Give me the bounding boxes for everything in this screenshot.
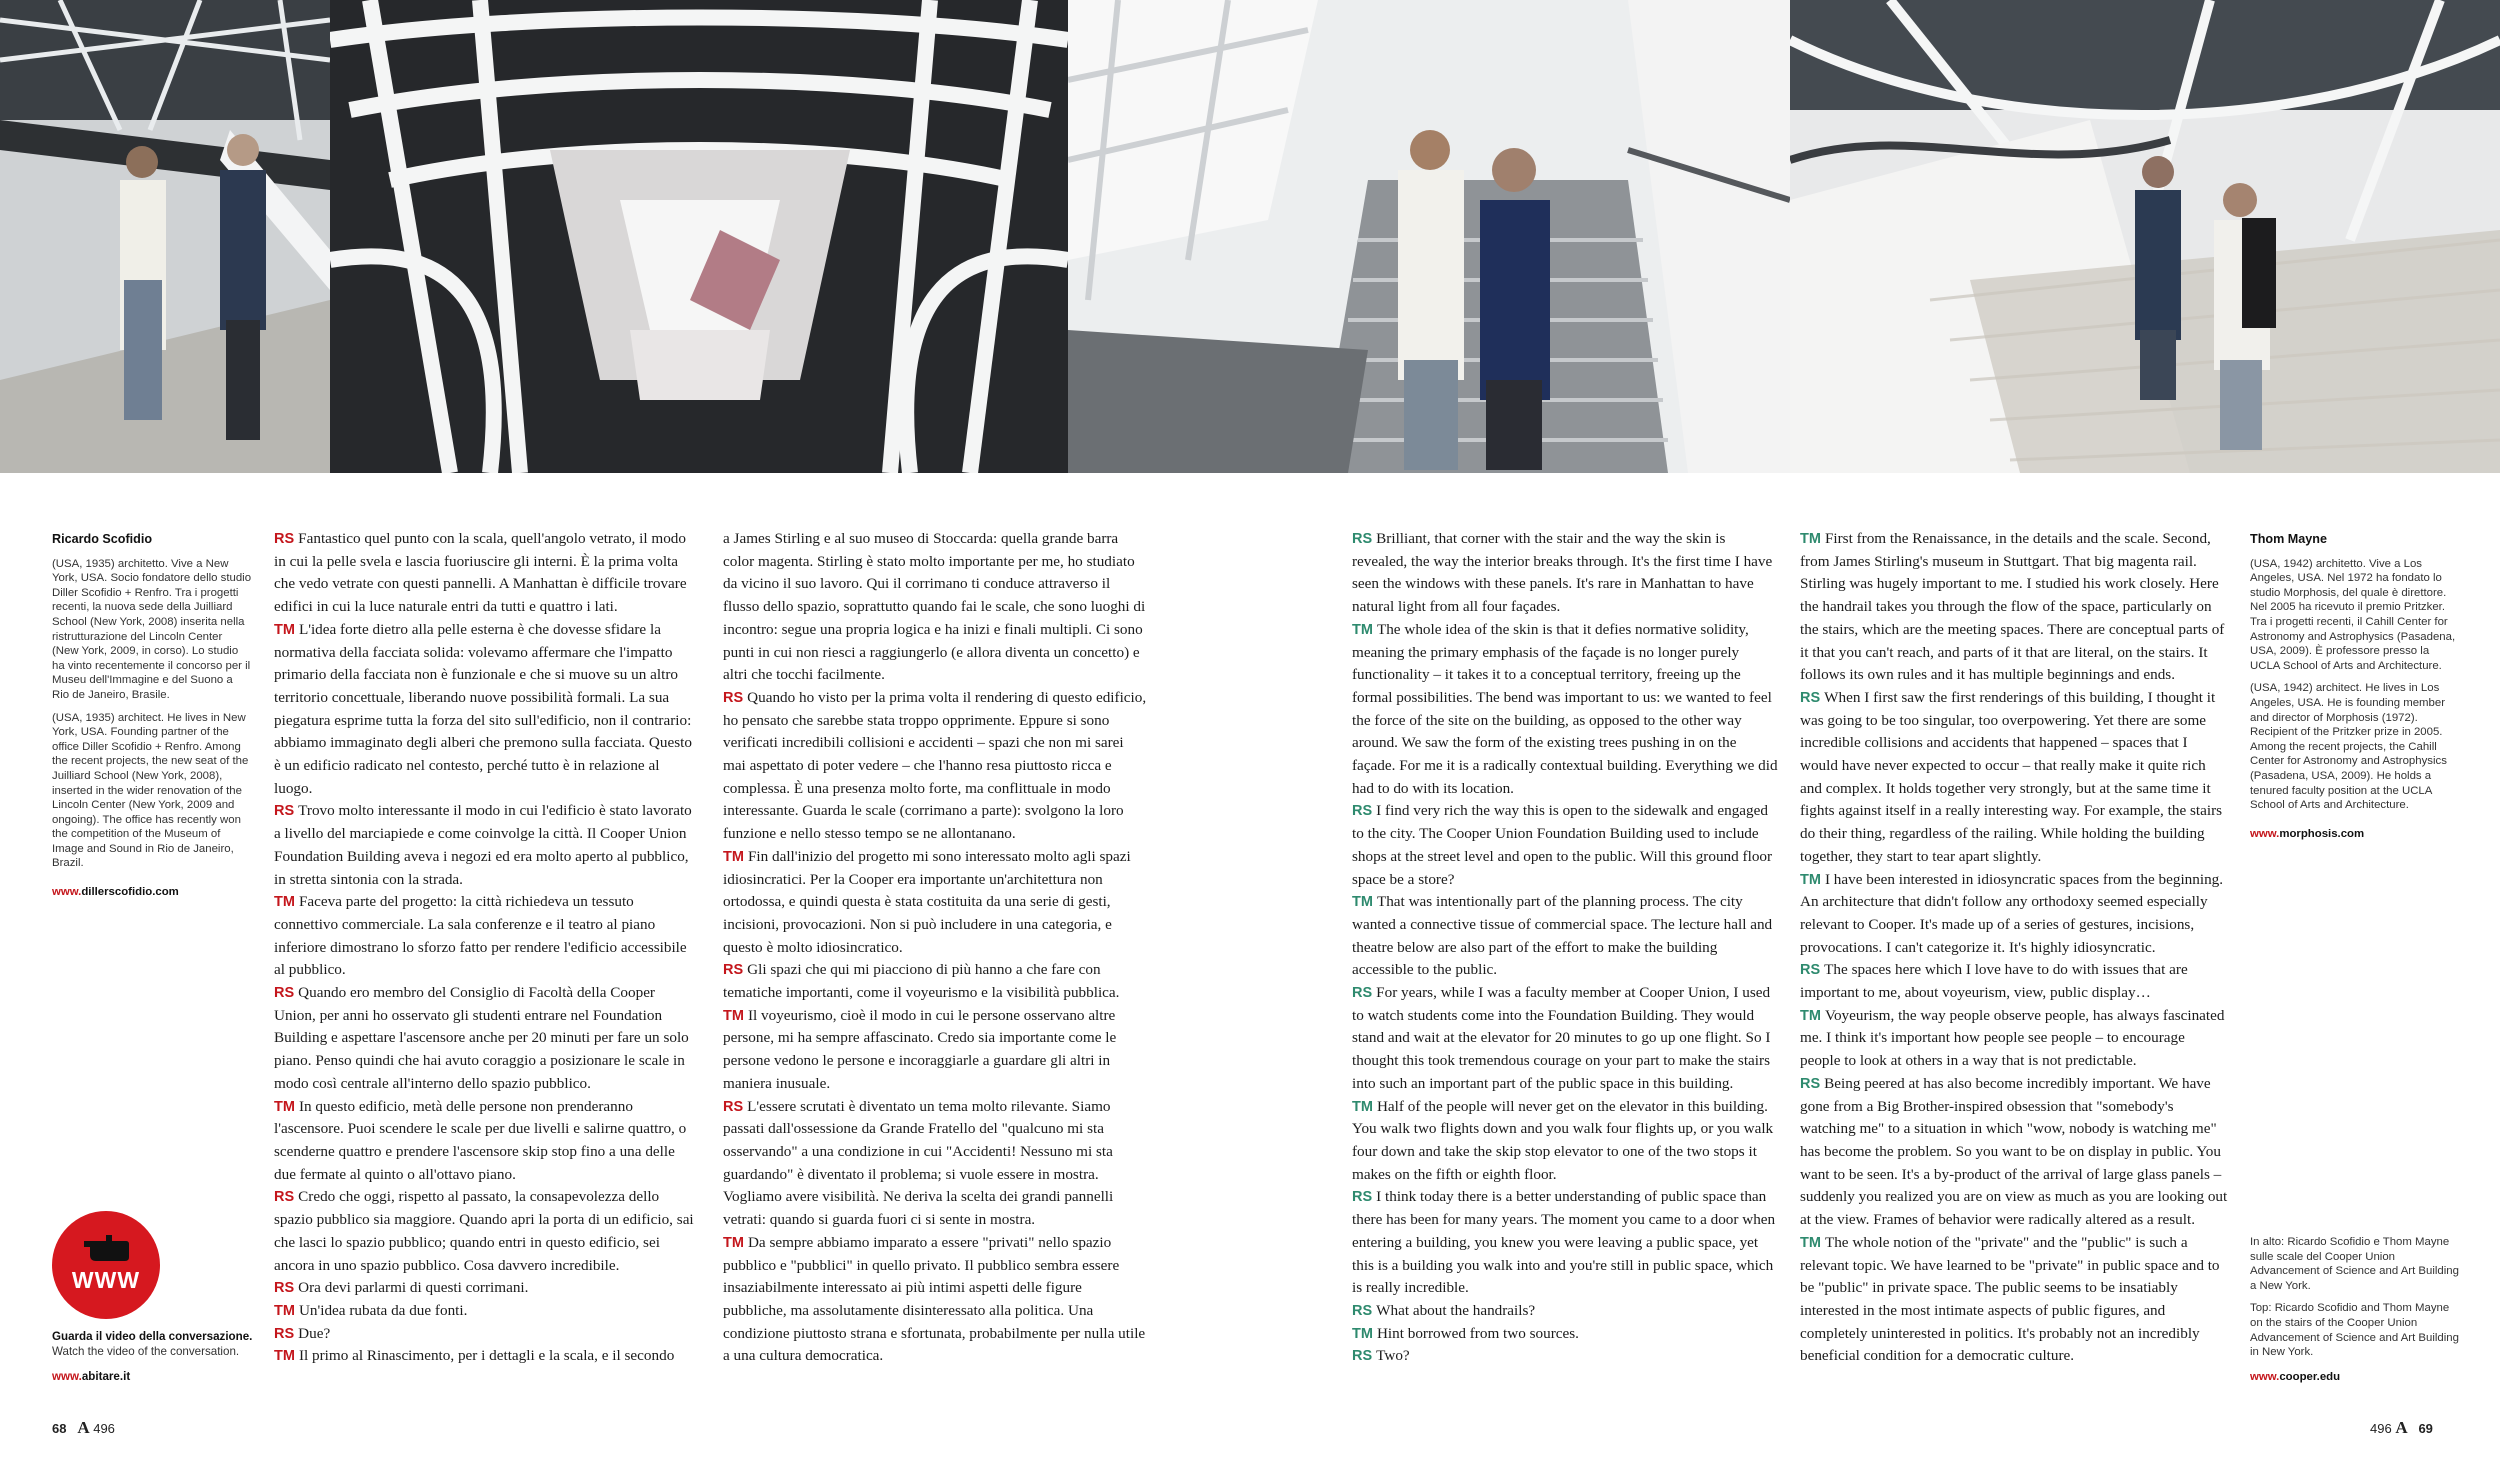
dialogue-paragraph bbox=[274, 982, 700, 1096]
speaker-initials: TM bbox=[723, 1234, 744, 1251]
speaker-initials: TM bbox=[723, 848, 744, 865]
speaker-initials: RS bbox=[274, 1189, 295, 1206]
page-number-left: 68 bbox=[52, 1421, 67, 1436]
dialogue-paragraph bbox=[1352, 982, 1778, 1096]
issue-number: 496 bbox=[2370, 1421, 2392, 1436]
speaker-initials: RS bbox=[1352, 531, 1373, 547]
dialogue-text: Due? bbox=[298, 1324, 331, 1342]
dialogue-text: First from the Renaissance, in the details and the scale. Second, from James Stirling's museum in Stuttgart. That big magenta rail. Stirling was hugely important to me. I studied his work closely. Here the handrail takes you through the flow of the space, particularly on the stairs, which are the meeting spaces. There are conceptual parts of it that you can't reach, and parts of it that are literal, on the stairs. It follows its own rules and it has multiple beginnings and ends. bbox=[1800, 530, 2225, 684]
magazine-logo: A bbox=[2395, 1418, 2408, 1437]
dialogue-text: I have been interested in idiosyncratic spaces from the beginning. An architecture that didn't follow any orthodoxy seemed especially relevant to Cooper. It's made up of a series of gestures, incisions, provocations. I can't categorize it. It's highly idiosyncratic. bbox=[1800, 870, 2224, 956]
dialogue-text: L'idea forte dietro alla pelle esterna è che dovesse sfidare la normativa della facciata solida: volevamo affermare che l'impatto primario della facciata non è funzionale e che si muove su un altro territorio concettuale, liberando nuove possibilità formali. La sua piegatura esprime tutta la forza del sito sull'edificio, non il contrario: abbiamo immaginato degli alberi che premono sulla facciata. Questo è un edificio radicato nel contesto, perché tutto è in relazione al luogo. bbox=[274, 620, 692, 797]
dialogue-paragraph bbox=[723, 846, 1149, 960]
speaker-initials: TM bbox=[1800, 1234, 1821, 1251]
speaker-initials: TM bbox=[1352, 1098, 1373, 1115]
dialogue-paragraph bbox=[1800, 687, 2228, 869]
interview-column-english-2 bbox=[1800, 528, 2228, 1368]
dialogue-paragraph bbox=[1800, 528, 2228, 687]
dialogue-paragraph bbox=[1800, 1232, 2228, 1368]
dialogue-paragraph bbox=[274, 891, 700, 982]
speaker-initials: TM bbox=[1800, 531, 1821, 547]
dialogue-paragraph bbox=[723, 1232, 1149, 1368]
dialogue-paragraph bbox=[723, 1096, 1149, 1232]
dialogue-paragraph bbox=[1800, 959, 2228, 1004]
dialogue-paragraph bbox=[274, 1323, 700, 1346]
speaker-initials: TM bbox=[1352, 1325, 1373, 1342]
website-domain: morphosis.com bbox=[2279, 827, 2365, 840]
caption-website-link[interactable] bbox=[2250, 1370, 2460, 1385]
photo-atrium-looking-up bbox=[0, 0, 330, 473]
speaker-initials: RS bbox=[723, 1098, 744, 1115]
dialogue-text: Da sempre abbiamo imparato a essere "privati" nello spazio pubblico e "pubblici" in quello privato. Il pubblico sembra essere insaziabilmente interessato ai più intimi aspetti delle figure pubbliche, ma assolutamente disinteressato alla politica. Una condizione piuttosto strana e sfortunata, probabilmente per nulla utile a una cultura democratica. bbox=[723, 1233, 1146, 1365]
dialogue-text: Brilliant, that corner with the stair and the way the skin is revealed, the way the interior breaks through. It's the first time I have seen the windows with these panels. It's rare in Manhattan to have natural light from all four façades. bbox=[1352, 530, 1773, 616]
dialogue-text: That was intentionally part of the planning process. The city wanted a connective tissue of commercial space. The lecture hall and theatre below are also part of the effort to make the building accessible to the public. bbox=[1352, 893, 1773, 979]
dialogue-paragraph bbox=[274, 1096, 700, 1187]
dialogue-paragraph bbox=[723, 959, 1149, 1004]
dialogue-text: Quando ero membro del Consiglio di Facoltà della Cooper Union, per anni ho osservato gli studenti entrare nel Foundation Building e aspettare l'ascensore anche per 20 minuti per fare un solo piano. Penso quindi che hai avuto coraggio a posizionare le scale in modo così centrale all'interno dello spazio pubblico. bbox=[274, 984, 689, 1092]
dialogue-paragraph bbox=[1352, 528, 1778, 619]
dialogue-text: Gli spazi che qui mi piacciono di più hanno a che fare con tematiche importanti, come il voyeurismo e la visibilità pubblica. bbox=[723, 961, 1120, 1002]
speaker-initials: RS bbox=[1352, 1189, 1373, 1206]
dialogue-paragraph bbox=[1800, 869, 2228, 960]
speaker-initials: TM bbox=[1800, 871, 1821, 888]
dialogue-paragraph bbox=[1352, 1186, 1778, 1300]
dialogue-paragraph bbox=[723, 1005, 1149, 1096]
interview-column-italian-1 bbox=[274, 528, 700, 1368]
speaker-initials: RS bbox=[1800, 689, 1821, 706]
dialogue-text: Voyeurism, the way people observe people, has always fascinated me. I think it's important how people see people – to encourage people to look at others in a way that is not predictable. bbox=[1800, 1006, 2225, 1070]
dialogue-text: Quando ho visto per la prima volta il rendering di questo edificio, ho pensato che sarebbe stata troppo opprimente. Eppure si sono verificati incredibili collisioni e accidenti – spazi che non mi sarei mai aspettato di poter vedere – che l'hanno resa piuttosto ricca e complessa. È una presenza molto forte, ma conflittuale in modo interessante. Guarda le scale (corrimano a parte): svolgono la loro funzione e nello stesso tempo se ne allontanano. bbox=[723, 688, 1147, 843]
speaker-initials: RS bbox=[723, 962, 744, 979]
dialogue-paragraph bbox=[274, 528, 700, 619]
dialogue-paragraph bbox=[1352, 891, 1778, 982]
speaker-initials: RS bbox=[1352, 1348, 1373, 1365]
interview-column-italian-2 bbox=[723, 528, 1149, 1368]
issue-number: 496 bbox=[93, 1421, 115, 1436]
speaker-initials: TM bbox=[274, 621, 295, 638]
dialogue-text: Trovo molto interessante il modo in cui l'edificio è stato lavorato a livello del marciapiede e come coinvolge la città. Il Cooper Union Foundation Building aveva i negozi ed era molto aperto al pubblico, in stretta sintonia con la strada. bbox=[274, 802, 692, 888]
dialogue-text: Il primo al Rinascimento, per i dettagli e la scala, e il secondo bbox=[298, 1347, 675, 1365]
speaker-initials: TM bbox=[723, 1007, 744, 1024]
speaker-initials: TM bbox=[274, 894, 295, 911]
speaker-initials: TM bbox=[274, 1302, 295, 1319]
speaker-initials: TM bbox=[274, 1098, 295, 1115]
speaker-initials: RS bbox=[274, 1325, 295, 1342]
video-note bbox=[52, 1329, 272, 1384]
speaker-initials: RS bbox=[274, 803, 295, 820]
dialogue-text: Half of the people will never get on the elevator in this building. You walk two flights down and you walk four flights up, or you walk four down and take the skip stop elevator to one of the two stops it makes on the fifth or eighth floor. bbox=[1352, 1097, 1774, 1183]
www-badge-label: WWW bbox=[71, 1267, 141, 1293]
dialogue-text: Un'idea rubata da due fonti. bbox=[298, 1301, 468, 1319]
interview-column-english-1 bbox=[1352, 528, 1778, 1368]
speaker-initials: TM bbox=[1352, 894, 1373, 911]
dialogue-text: Hint borrowed from two sources. bbox=[1376, 1324, 1579, 1342]
dialogue-paragraph bbox=[1352, 1096, 1778, 1187]
dialogue-paragraph bbox=[723, 687, 1149, 846]
bio-website-link[interactable] bbox=[2250, 827, 2460, 842]
speaker-initials: RS bbox=[274, 531, 295, 547]
dialogue-text: The spaces here which I love have to do with issues that are important to me, about voyeurism, view, public display… bbox=[1800, 961, 2188, 1002]
dialogue-paragraph bbox=[274, 1277, 700, 1300]
folio-right bbox=[2370, 1418, 2433, 1438]
dialogue-paragraph bbox=[1352, 619, 1778, 801]
bio-italian: (USA, 1942) architetto. Vive a Los Angeles, USA. Nel 1972 ha fondato lo studio Morphosis, del quale è direttore. Nel 2005 ha ricevuto il premio Pritzker. Tra i progetti recenti, il Cahill Center for Astronomy and Astrophysics (Pasadena, USA, 2009). È professore presso la UCLA School of Arts and Architecture. bbox=[2250, 557, 2456, 672]
caption-italian: In alto: Ricardo Scofidio e Thom Mayne sulle scale del Cooper Union Advancement of Science and Art Building a New York. bbox=[2250, 1236, 2459, 1292]
dialogue-text: The whole notion of the "private" and the "public" is such a relevant topic. We have learned to be "private" in public space and to be "public" in private space. The public seems to be insatiably interested in the most intimate aspects of public figures, and completely uninterested in politics. It's probably not an incredibly beneficial condition for a democratic culture. bbox=[1800, 1233, 2220, 1365]
dialogue-text: In questo edificio, metà delle persone non prenderanno l'ascensore. Puoi scendere le scale per due livelli e salirne quattro, o scenderne quattro e prendere l'ascensore skip stop fino a una delle due fermate al quinto o all'ottavo piano. bbox=[274, 1097, 687, 1183]
bio-english: (USA, 1935) architect. He lives in New York, USA. Founding partner of the office Diller Scofidio + Renfro. Among the recent projects, the new seat of the Juilliard School (New York, 2008), inserted in the wider renovation of the Lincoln Center (New York, 2009 and ongoing). The office has recently won the competition of the Museum of Image and Sound in Rio de Janeiro, Brazil. bbox=[52, 711, 249, 870]
dialogue-text: Being peered at has also become incredibly important. We have gone from a Big Brother-inspired obsession that "somebody's watching me" to a situation in which "wow, nobody is watching me" has become the problem. So you want to be on display in public. You want to be seen. It's a by-product of the arrival of large glass panels – suddenly you realized you are on view as much as you are looking out at the view. Frames of behavior were radically altered as a result. bbox=[1800, 1074, 2228, 1229]
speaker-initials: RS bbox=[1352, 803, 1373, 820]
dialogue-text: When I first saw the first renderings of this building, I thought it was going to be too singular, too overpowering. Yet there are some incredible collisions and accidents that happened – spaces that I would have never expected to occur – that really make it quite rich and complex. It holds together very strongly, but at the same time it fights against itself in a really interesting way. For example, the stairs do their thing, regardless of the railing. While holding the building together, they start to tear apart slightly. bbox=[1800, 688, 2223, 865]
photo-strip bbox=[0, 0, 2500, 473]
dialogue-paragraph bbox=[1352, 800, 1778, 891]
photo-grand-staircase bbox=[1790, 0, 2500, 473]
dialogue-paragraph bbox=[1352, 1323, 1778, 1346]
video-website-link[interactable] bbox=[52, 1369, 272, 1384]
dialogue-text: The whole idea of the skin is that it defies normative solidity, meaning the primary emphasis of the façade is no longer purely functionality – it takes it to a conceptual territory, freeing up the formal possibilities. The bend was important to us: we wanted to feel the force of the site on the building, as opposed to the other way around. We saw the form of the existing trees pushing in on the façade. For me it is a radically contextual building. Everything we did had to do with its location. bbox=[1352, 620, 1778, 797]
speaker-initials: RS bbox=[274, 1280, 295, 1297]
dialogue-text: L'essere scrutati è diventato un tema molto rilevante. Siamo passati dall'ossessione da Grande Fratello del "qualcuno mi sta osservando" a una condizione in cui "Accidenti! Nessuno mi sta guardando" è diventato il problema; si vuole essere in mostra. Vogliamo avere visibilità. Ne deriva la scelta dei grandi pannelli vetrati: quando si guarda fuori ci si sente in mostra. bbox=[723, 1097, 1114, 1229]
folio-left bbox=[52, 1418, 115, 1438]
video-www-badge[interactable] bbox=[52, 1211, 160, 1319]
bio-name: Thom Mayne bbox=[2250, 532, 2327, 546]
dialogue-text: a James Stirling e al suo museo di Stoccarda: quella grande barra color magenta. Stirling è stato molto importante per me, ho studiato da vicino il suo lavoro. Qui il corrimano ti conduce attraverso il flusso dello spazio, soprattutto quando fai le scale, che sono luoghi di incontro: segue una propria logica e ha inizi e finali multipli. Ci sono punti in cui non riesci a raggiungerlo (e allora diventa un concetto) e altri che tocchi facilmente. bbox=[723, 530, 1146, 684]
bio-ricardo-scofidio bbox=[52, 532, 252, 900]
speaker-initials: RS bbox=[1352, 985, 1373, 1002]
dialogue-text: Fin dall'inizio del progetto mi sono interessato molto agli spazi idiosincratici. Per la Cooper era importante un'architettura non ortodossa, e quindi questa è stata costituita da una serie di gesti, incisioni, provocazioni. Non si può includere in una categoria, e questo è molto idiosincratico. bbox=[723, 847, 1131, 956]
www-prefix: www. bbox=[52, 1370, 82, 1383]
dialogue-paragraph bbox=[1352, 1300, 1778, 1323]
video-note-italian: Guarda il video della conversazione. bbox=[52, 1330, 253, 1343]
dialogue-paragraph bbox=[1800, 1005, 2228, 1073]
speaker-initials: RS bbox=[1352, 1302, 1373, 1319]
www-prefix: www. bbox=[2250, 1370, 2280, 1383]
dialogue-text: For years, while I was a faculty member at Cooper Union, I used to watch students come into the Foundation Building. They would stand and wait at the elevator for 20 minutes to go up one flight. So I thought this took tremendous courage on your part to make the stairs into such an important part of the public space in this building. bbox=[1352, 984, 1771, 1092]
dialogue-text: I find very rich the way this is open to the sidewalk and engaged to the city. The Cooper Union Foundation Building used to include shops at the street level and open to the public. Will this ground floor space be a store? bbox=[1352, 802, 1773, 888]
dialogue-text: Faceva parte del progetto: la città richiedeva un tessuto connettivo commerciale. La sala conferenze e il teatro al piano inferiore dimostrano lo sforzo fatto per rendere l'edificio accessibile al pubblico. bbox=[274, 893, 687, 979]
photo-stairwell-lattice bbox=[330, 0, 1068, 473]
website-domain: dillerscofidio.com bbox=[81, 886, 179, 899]
bio-english: (USA, 1942) architect. He lives in Los Angeles, USA. He is founding member and director of Morphosis (1972). Recipient of the Pritzker prize in 2005. Among the recent projects, the Cahill Center for Astronomy and Astrophysics (Pasadena, USA, 2009). He holds a tenured faculty position at the UCLA School of Arts and Architecture. bbox=[2250, 682, 2447, 812]
speaker-initials: TM bbox=[1352, 621, 1373, 638]
dialogue-paragraph bbox=[1352, 1345, 1778, 1368]
website-domain: abitare.it bbox=[81, 1370, 131, 1383]
dialogue-text: Fantastico quel punto con la scala, quell'angolo vetrato, il modo in cui la pelle svela e lascia fuoriuscire gli interni. È la prima volta che vedo vetrate con questi pannelli. A Manhattan è difficile trovare edifici in cui la luce naturale entri da tutti e quattro i lati. bbox=[274, 530, 687, 616]
dialogue-text: Il voyeurismo, cioè il modo in cui le persone osservano altre persone, mi ha sempre affascinato. Credo sia importante come le persone vedono le persone e incoraggiarle a guardare gli altri in maniera inusuale. bbox=[723, 1006, 1117, 1092]
bio-italian: (USA, 1935) architetto. Vive a New York, USA. Socio fondatore dello studio Diller Scofidio + Renfro. Tra i progetti recenti, la nuova sede della Juilliard School (New York, 2008) inserita nella ristrutturazione del Lincoln Center (New York, 2009, in corso). Lo studio ha vinto recentemente il concorso per il Museu dell'Immagine e del Suono a Rio de Janeiro, Brasile. bbox=[52, 557, 252, 701]
speaker-initials: RS bbox=[274, 985, 295, 1002]
pointing-hand-icon bbox=[82, 1231, 130, 1263]
bio-name: Ricardo Scofidio bbox=[52, 532, 153, 546]
dialogue-paragraph bbox=[274, 1186, 700, 1277]
dialogue-paragraph bbox=[274, 1300, 700, 1323]
www-prefix: www. bbox=[2250, 827, 2280, 840]
dialogue-paragraph bbox=[274, 800, 700, 891]
video-note-english: Watch the video of the conversation. bbox=[52, 1345, 240, 1358]
dialogue-text: Ora devi parlarmi di questi corrimani. bbox=[298, 1279, 529, 1297]
magazine-logo: A bbox=[77, 1418, 90, 1437]
dialogue-text: Credo che oggi, rispetto al passato, la consapevolezza dello spazio pubblico sia maggiore. Quando apri la porta di un edificio, sai che lasci lo spazio pubblico; quando entri in questo edificio, sei ancora in uno spazio pubblico. Cosa davvero incredibile. bbox=[274, 1188, 694, 1274]
dialogue-paragraph bbox=[274, 619, 700, 801]
speaker-initials: RS bbox=[723, 689, 744, 706]
speaker-initials: TM bbox=[1800, 1007, 1821, 1024]
bio-website-link[interactable] bbox=[52, 885, 252, 900]
speaker-initials: RS bbox=[1800, 962, 1821, 979]
dialogue-text: What about the handrails? bbox=[1376, 1301, 1536, 1319]
caption-english: Top: Ricardo Scofidio and Thom Mayne on the stairs of the Cooper Union Advancement of Science and Art Building in New York. bbox=[2250, 1302, 2459, 1359]
dialogue-paragraph bbox=[723, 528, 1149, 687]
speaker-initials: RS bbox=[1800, 1075, 1821, 1092]
photo-stairs-conversation bbox=[1068, 0, 1790, 473]
page-number-right: 69 bbox=[2418, 1421, 2433, 1436]
dialogue-paragraph bbox=[1800, 1073, 2228, 1232]
bio-thom-mayne bbox=[2250, 532, 2460, 841]
speaker-initials: TM bbox=[274, 1348, 295, 1365]
dialogue-paragraph bbox=[274, 1345, 700, 1368]
dialogue-text: I think today there is a better understanding of public space than there has been for many years. The moment you came to a door when entering a building, you knew you were leaving a public space, yet this is a building you walk into and you're still in public space, which is really incredible. bbox=[1352, 1188, 1776, 1297]
photo-caption bbox=[2250, 1235, 2460, 1384]
www-prefix: www. bbox=[52, 886, 82, 899]
dialogue-text: Two? bbox=[1376, 1347, 1410, 1365]
website-domain: cooper.edu bbox=[2279, 1370, 2341, 1383]
